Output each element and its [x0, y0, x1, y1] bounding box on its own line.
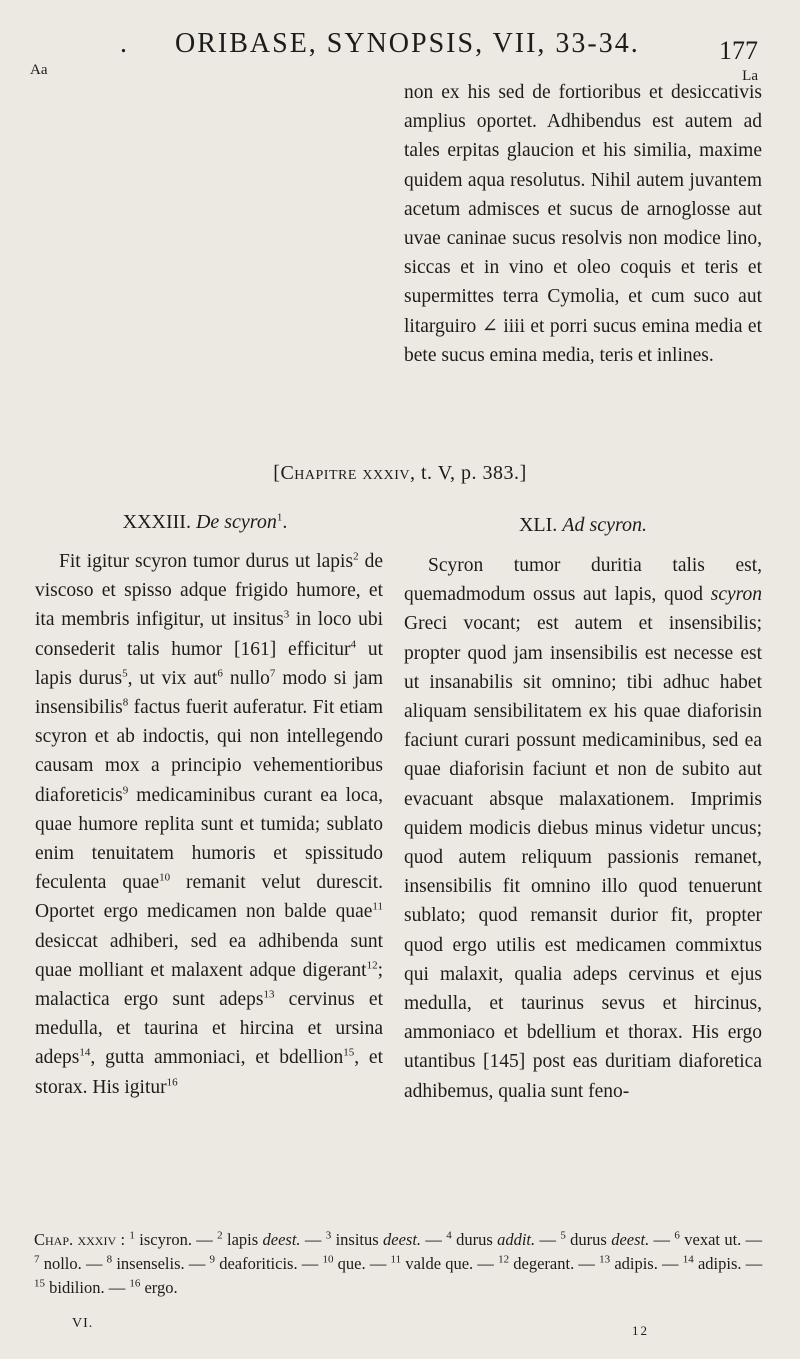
- left-text-segment: Fit igitur scyron tumor durus ut lapis: [59, 551, 354, 572]
- left-text-segment: medicaminibus curant ea loca, quae humore replita sunt et tumida; sublato enim tenuitatem humoris et spissitudo feculenta quae: [35, 784, 383, 894]
- notes-label: Chap. xxxiv: [34, 1230, 117, 1249]
- footnote-ref: 14: [79, 1046, 91, 1059]
- note-number: 7: [34, 1253, 40, 1266]
- left-text-segment: remanit velut durescit. Oportet ergo medicamen non balde quae: [35, 872, 383, 923]
- chapter-bracket-open: [: [273, 462, 281, 484]
- left-text-segment: in loco ubi consederit talis humor [161] efficitur: [35, 609, 383, 660]
- note-italic: addit.: [497, 1230, 536, 1249]
- left-title-note: 1: [276, 511, 283, 524]
- left-text-segment: desiccat adhiberi, sed ea adhibenda sunt quae molliant et malaxent adque digerant: [35, 930, 383, 981]
- right-text-column: [404, 551, 762, 1106]
- note-text: bidilion.: [49, 1278, 105, 1297]
- footnote-ref: 10: [159, 871, 171, 884]
- note-text: lapis: [226, 1230, 259, 1249]
- right-section-title: [404, 514, 762, 537]
- left-text-segment: nullo: [222, 667, 270, 689]
- left-text-segment: ut lapis durus: [35, 638, 383, 689]
- note-text: adipis.: [614, 1254, 658, 1273]
- note-text: ergo.: [144, 1278, 178, 1297]
- right-text-italic: scyron: [710, 584, 762, 606]
- note-number: 2: [217, 1229, 223, 1242]
- footnote-ref: 3: [283, 608, 290, 621]
- left-text-segment: , et storax. His igitur: [35, 1047, 384, 1098]
- note-italic: deest.: [262, 1230, 301, 1249]
- note-italic: deest.: [383, 1230, 422, 1249]
- note-text: valde que.: [405, 1254, 474, 1273]
- left-text-segment: , gutta ammoniaci, et bdellion: [90, 1047, 344, 1069]
- note-number: 8: [106, 1253, 113, 1266]
- note-number: 3: [325, 1229, 332, 1242]
- note-text: iscyron.: [139, 1230, 192, 1249]
- note-text: insitus: [335, 1230, 379, 1249]
- footnote-ref: 13: [263, 988, 275, 1001]
- left-text-segment: ; malactica ergo sunt adeps: [35, 959, 383, 1011]
- right-text-before: Scyron tumor duritia talis est, quemadmodum ossus aut lapis, quod: [404, 555, 762, 606]
- note-number: 15: [34, 1277, 45, 1290]
- note-number: 16: [129, 1277, 141, 1290]
- note-number: 4: [446, 1229, 452, 1242]
- footnote-ref: 8: [122, 696, 129, 709]
- left-section-title-text: De scyron: [195, 511, 277, 533]
- note-number: 5: [560, 1229, 566, 1242]
- footnote-ref: 6: [217, 667, 223, 680]
- note-number: 1: [129, 1229, 135, 1242]
- footnote-ref: 16: [166, 1076, 178, 1089]
- footnote-ref: 7: [269, 667, 276, 680]
- note-number: 6: [674, 1229, 680, 1242]
- header-title-text: ORIBASE, SYNOPSIS, VII, 33-34.: [175, 28, 640, 59]
- left-section-number: XXXIII.: [122, 511, 191, 533]
- note-number: 9: [209, 1253, 216, 1266]
- note-number: 11: [390, 1253, 402, 1266]
- page-number: 177: [719, 36, 758, 65]
- footnote-ref: 15: [343, 1046, 355, 1059]
- note-number: 14: [682, 1253, 694, 1266]
- note-number: 12: [498, 1253, 510, 1266]
- left-title-end: .: [282, 511, 288, 533]
- footnote-ref: 2: [353, 550, 359, 563]
- footnote-ref: 11: [372, 900, 383, 913]
- note-number: 10: [322, 1253, 334, 1266]
- chapter-reference: , t. V, p. 383.: [410, 462, 520, 484]
- right-text-after: Greci vocant; est autem et insensibilis; propter quod jam insensibilis est necesse est ut insanabilis sit omnino; tibi adhuc habet aliquam sensibilitatem ex his quae diaforisin faciunt curari possunt medicaminibus, sed ea quae diaforisin faciunt et non de subito aut evacuant absque malaxationem. Imprimis quidem modicis diebus minus videtur uncus; quod autem reliquum passionis remanet, insensibilis fit omnino illo quod tenuerunt sublato; quod remansit durior fit, propter quod ergo utilis est medicamen commixtus qui malaxit, qualia adeps cervinus et ejus medulla, et taurinus sevus et hircinus, ammoniaco et bdellium et thorax. His ergo utantibus [145] post eas duritiam diaforetica adhibemus, qualia sunt feno-: [404, 613, 762, 1102]
- note-text: insenselis.: [116, 1254, 185, 1273]
- left-text-segment: cervinus et medulla, et taurina et hircina et ursina adeps: [35, 989, 383, 1069]
- footnote-ref: 12: [366, 959, 378, 972]
- manuscript-siglum-left: Aa: [30, 62, 48, 78]
- chapter-heading: [0, 462, 800, 485]
- note-text: deaforiticis.: [219, 1254, 298, 1273]
- footnote-ref: 5: [122, 667, 128, 680]
- note-text: vexat ut.: [684, 1230, 742, 1249]
- note-italic: deest.: [611, 1230, 650, 1249]
- continued-paragraph: non ex his sed de fortioribus et desiccativis amplius oportet. Adhibendus est autem ad tales erpitas glaucion et his similia, maxime quidem aqua resolutus. Nihil autem juvantem acetum admisces et sucus de arnoglosse aut uvae caninae sucus resolvis non modice lino, siccas et in vino et oleo coquis et teris et supermittes terra Cymolia, et cum suco aut litarguiro ∠ iiii et porri sucus emina media et bete sucus emina media, teris et inlines.: [404, 82, 762, 366]
- right-paragraph: [404, 551, 762, 1106]
- note-text: durus: [456, 1230, 493, 1249]
- left-text-segment: factus fuerit auferatur. Fit etiam scyron et ab indoctis, qui non intellegendo causam mox a principio vehementioribus diaforeticis: [35, 697, 383, 806]
- chapter-bracket-close: ]: [519, 462, 527, 484]
- left-text-column: [35, 547, 383, 1102]
- note-text: degerant.: [513, 1254, 575, 1273]
- note-text: nollo.: [43, 1254, 82, 1273]
- footnote-ref: 9: [122, 784, 129, 797]
- continued-text-column: [404, 78, 762, 370]
- manuscript-siglum-right: La: [742, 68, 758, 84]
- left-section-title: [40, 511, 370, 534]
- header-dot: .: [120, 28, 129, 59]
- signature-mark: VI.: [72, 1316, 94, 1331]
- left-text-segment: modo si jam insensibilis: [35, 667, 383, 719]
- footnote-ref: 4: [350, 638, 356, 651]
- left-text-segment: , ut vix aut: [127, 667, 218, 689]
- chapter-label: Chapitre xxxiv: [280, 462, 410, 484]
- note-number: 13: [599, 1253, 611, 1266]
- right-section-title-text: Ad scyron.: [562, 514, 648, 536]
- note-text: adipis.: [697, 1254, 742, 1273]
- running-header: [120, 28, 640, 60]
- right-section-number: XLI.: [518, 514, 558, 536]
- left-paragraph: [35, 547, 383, 1102]
- note-text: durus: [570, 1230, 607, 1249]
- note-text: que.: [337, 1254, 366, 1273]
- gathering-number: 12: [632, 1323, 649, 1338]
- left-text-segment: de viscoso et spisso adque frigido humore, et ita membris infigitur, ut insitus: [35, 551, 384, 631]
- critical-apparatus: Chap. xxxiv : $^1$ iscyron. — $^2$ lapis deest. — $^3$ insitus deest. — $^4$ durus addit. — $^5$ durus deest. — $^6$ vexat ut. — $^7$ nollo. — $^8$ insenselis. — $^9$ deaforiticis. — $^{10}$ que. — $^{11}$ valde que. — $^{12}$ degerant. — $^{13}$ adipis. — $^{14}$ adipis. — $^{15}$ bidilion. — $^{16}$ ergo.: [34, 1229, 763, 1297]
